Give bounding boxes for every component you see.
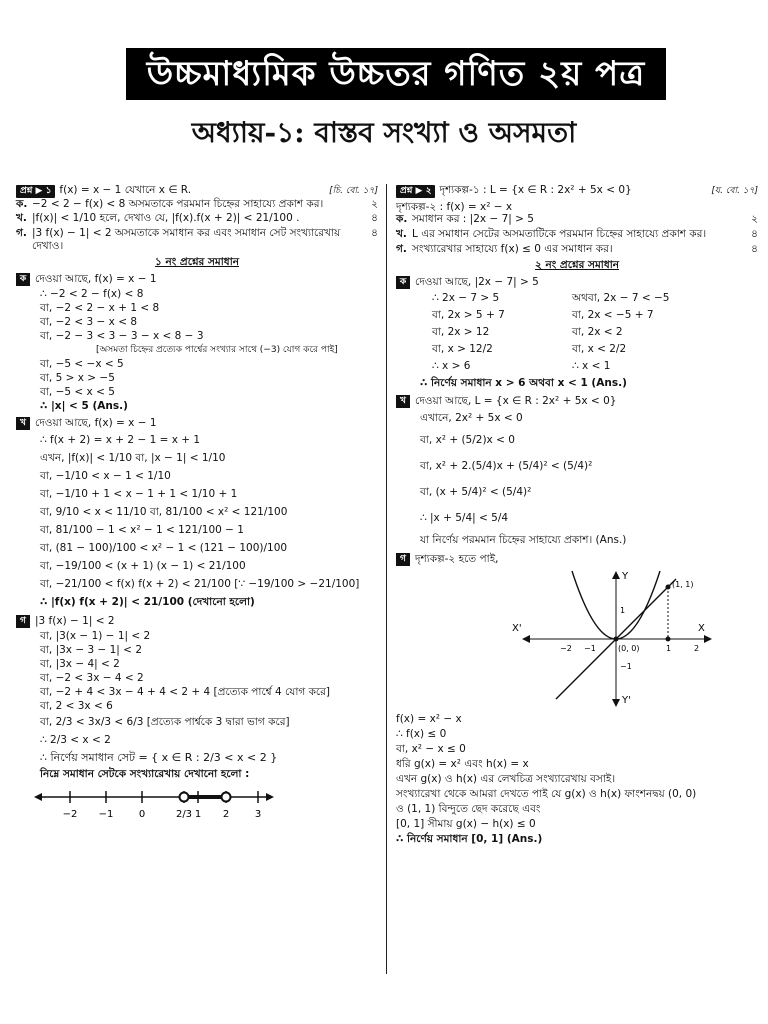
part-marks: ৪ — [751, 227, 758, 240]
left-column — [16, 184, 378, 826]
solution-answer: যা নির্ণেয় পরমমান চিহ্নের সাহায্যে প্রকাশ। (Ans.) — [420, 533, 627, 546]
solution-set: ∴ নির্ণেয় সমাধান সেট = { x ∈ R : 2/3 < x < 2 } — [40, 750, 278, 764]
ka-box: ক — [16, 273, 30, 286]
solution-step: বা, x² + 2.(5/4)x + (5/4)² < (5/4)² — [420, 459, 593, 472]
intersection-point — [666, 584, 671, 589]
solution-step: বা, −2 < 2 − x + 1 < 8 — [40, 301, 160, 314]
q1-part-ka — [16, 198, 378, 211]
solution-step: বা, −2 < 3 − x < 8 — [40, 315, 138, 328]
q1-kha-header — [16, 416, 378, 431]
tick-y: 1 — [620, 605, 626, 615]
part-label: গ. — [16, 226, 27, 239]
solution-step: বা, −5 < −x < 5 — [40, 357, 124, 370]
y-label: Y — [622, 570, 629, 582]
part-label: খ. — [16, 212, 27, 225]
solution-step: f(x) = x² − x — [396, 713, 462, 726]
solution-step: বা, |3x − 3 − 1| < 2 — [40, 643, 142, 656]
part-label: ক. — [16, 197, 28, 210]
kha-first-line: দেওয়া আছে, L = {x ∈ R : 2x² + 5x < 0} — [415, 394, 617, 407]
q2-part-ka — [396, 213, 758, 226]
yp-arrow-icon — [612, 699, 620, 707]
solution-note: [অসমতা চিহ্নের প্রত্যেক পার্শ্বের সংখ্যার সাথে (−3) যোগ করে পাই] — [96, 344, 338, 355]
ka-box: ক — [396, 276, 410, 289]
open-endpoint-right — [222, 792, 231, 801]
part-text: −2 < 2 − f(x) < 8 অসমতাকে পরমমান চিহ্নের সাহায্যে প্রকাশ কর। — [32, 197, 324, 210]
arrow-left-icon — [34, 793, 42, 801]
part-text: |3 f(x) − 1| < 2 অসমতাকে সমাধান কর এবং সমাধান সেট সংখ্যারেখায় দেখাও। — [32, 226, 341, 252]
part-marks: ৪ — [371, 226, 378, 239]
solution-answer: ∴ নির্ণেয় সমাধান x > 6 অথবা x < 1 (Ans.) — [420, 376, 627, 389]
solution-step: এখন g(x) ও h(x) এর লেখচিত্র সংখ্যারেখায় বসাই। — [396, 773, 616, 786]
solution-answer: ∴ নির্ণেয় সমাধান [0, 1] (Ans.) — [396, 833, 543, 846]
yp-label: Y' — [622, 694, 631, 706]
function-graph — [512, 569, 712, 709]
part-text: সমাধান কর : |2x − 7| > 5 — [412, 213, 534, 226]
q2-stem2 — [396, 201, 758, 214]
solution-step: ∴ 2/3 < x < 2 — [40, 733, 111, 746]
point-label: (1, 1) — [672, 579, 694, 589]
q2-part-ga — [396, 243, 758, 256]
q2-tag: প্রশ্ন ▶ ২ — [396, 185, 435, 198]
q2-stem-text: দৃশ্যকল্প-১ : L = {x ∈ R : 2x² + 5x < 0} — [439, 184, 632, 196]
solution-step: বা, 2/3 < 3x/3 < 6/3 [প্রত্যেক পার্শ্বকে 3 দ্বারা ভাগ করে] — [40, 715, 290, 728]
q1-tag: প্রশ্ন ▶ ১ — [16, 185, 55, 198]
solution-step: বা, 9/10 < x < 11/10 বা, 81/100 < x² < 121/100 — [40, 505, 288, 518]
tick-x: −1 — [584, 643, 596, 653]
solution-step: বা, 2 < 3x < 6 — [40, 699, 113, 712]
solution-step: ∴ |x + 5/4| < 5/4 — [420, 511, 509, 524]
ga-first-line: |3 f(x) − 1| < 2 — [35, 614, 115, 627]
q1-part-ga — [16, 227, 378, 252]
solution-step: বা, −2 − 3 < 3 − 3 − x < 8 − 3 — [40, 329, 204, 342]
arrow-right-icon — [266, 793, 274, 801]
q2-kha-header — [396, 394, 758, 409]
solution-step: ধরি g(x) = x² এবং h(x) = x — [396, 758, 529, 771]
q2-stem — [396, 184, 758, 198]
part-label: ক. — [396, 213, 408, 226]
tick-x: −2 — [560, 643, 572, 653]
solution-step: ∴ f(x) ≤ 0 — [396, 728, 447, 741]
x-label: X — [698, 622, 705, 634]
solution-step: এখন, |f(x)| < 1/10 বা, |x − 1| < 1/10 — [40, 451, 226, 464]
xp-label: X' — [512, 622, 522, 634]
q2-ga-header — [396, 552, 758, 567]
case-row: ∴ x > 6 ∴ x < 1 — [432, 359, 611, 372]
q1-solution-title: ১ নং প্রশ্নের সমাধান — [154, 256, 239, 269]
part-label: খ. — [396, 227, 407, 240]
ga-first-line: দৃশ্যকল্প-২ হতে পাই, — [415, 552, 499, 565]
solution-step: সংখ্যারেখা থেকে আমরা দেখতে পাই যে g(x) ও h(x) ফাংশনদ্বয় (0, 0) — [396, 788, 697, 801]
q1-ga-header — [16, 614, 378, 629]
part-text: |f(x)| < 1/10 হলে, দেখাও যে, |f(x).f(x + 2)| < 21/100 . — [32, 212, 300, 225]
solution-answer: ∴ |x| < 5 (Ans.) — [40, 399, 128, 412]
solution-answer: ∴ |f(x) f(x + 2)| < 21/100 (দেখানো হলো) — [40, 595, 255, 608]
q2-stem2-text: দৃশ্যকল্প-২ : f(x) = x² − x — [396, 200, 513, 213]
solution-step: বা, −2 < 3x − 4 < 2 — [40, 671, 144, 684]
part-label: গ. — [396, 242, 407, 255]
number-line-tick-label: 2 — [222, 808, 230, 820]
solution-step: ∴ −2 < 2 − f(x) < 8 — [40, 287, 144, 300]
number-line — [34, 785, 274, 823]
book-title-banner: উচ্চমাধ্যমিক উচ্চতর গণিত ২য় পত্র — [126, 48, 666, 100]
q2-solution-title: ২ নং প্রশ্নের সমাধান — [534, 259, 620, 272]
solution-step: বা, −1/10 + 1 < x − 1 + 1 < 1/10 + 1 — [40, 487, 238, 500]
number-line-tick-label: 3 — [254, 808, 262, 820]
q2-part-kha — [396, 228, 758, 241]
solution-step: বা, −2 + 4 < 3x − 4 + 4 < 2 + 4 [প্রত্যেক পার্শ্বে 4 যোগ করে] — [40, 685, 331, 698]
q2-ka-header — [396, 275, 758, 290]
solution-step: বা, −1/10 < x − 1 < 1/10 — [40, 469, 171, 482]
tick-y: −1 — [620, 661, 632, 671]
case-row: ∴ 2x − 7 > 5 অথবা, 2x − 7 < −5 — [432, 291, 670, 304]
solution-step: বা, (81 − 100)/100 < x² − 1 < (121 − 100)/100 — [40, 541, 288, 554]
ga-box: গ — [396, 553, 410, 566]
solution-step: ও (1, 1) বিন্দুতে ছেদ করেছে এবং — [396, 803, 541, 816]
solution-step: বা, −21/100 < f(x) f(x + 2) < 21/100 [∵ −19/100 > −21/100] — [40, 577, 360, 590]
solution-step: [0, 1] সীমায় g(x) − h(x) ≤ 0 — [396, 818, 536, 831]
solution-step: বা, x² + (5/2)x < 0 — [420, 433, 515, 446]
solution-step: বা, x² − x ≤ 0 — [396, 743, 466, 756]
part-marks: ২ — [371, 197, 378, 210]
solution-step: ∴ f(x + 2) = x + 2 − 1 = x + 1 — [40, 433, 201, 446]
solution-step: বা, 5 > x > −5 — [40, 371, 115, 384]
chapter-title: অধ্যায়-১: বাস্তব সংখ্যা ও অসমতা — [191, 116, 577, 149]
number-line-tick-label: 1 — [194, 808, 202, 820]
x-arrow-icon — [704, 635, 712, 643]
case-row: বা, 2x > 5 + 7 বা, 2x < −5 + 7 — [432, 308, 654, 321]
solution-step: বা, −5 < x < 5 — [40, 385, 115, 398]
q1-part-kha — [16, 212, 378, 225]
ka-first-line: দেওয়া আছে, f(x) = x − 1 — [35, 272, 157, 285]
number-line-tick-label: 2/3 — [175, 808, 193, 820]
part-marks: ২ — [751, 213, 758, 226]
q1-stem — [16, 184, 378, 198]
q1-stem-text: f(x) = x − 1 যেখানে x ∈ R. — [59, 184, 192, 196]
solution-step: বা, (x + 5/4)² < (5/4)² — [420, 485, 532, 498]
q2-source: [য. বো. ১৭] — [711, 186, 758, 196]
origin-label: (0, 0) — [618, 643, 640, 653]
solution-step: এখানে, 2x² + 5x < 0 — [420, 411, 523, 424]
part-text: সংখ্যারেখার সাহায্যে f(x) ≤ 0 এর সমাধান কর। — [412, 242, 613, 255]
solution-step: বা, |3x − 4| < 2 — [40, 657, 120, 670]
part-marks: ৪ — [751, 242, 758, 255]
kha-first-line: দেওয়া আছে, f(x) = x − 1 — [35, 416, 157, 429]
ga-box: গ — [16, 615, 30, 628]
open-endpoint-left — [180, 792, 189, 801]
x-one-point — [666, 636, 671, 641]
kha-box: খ — [396, 395, 410, 408]
number-line-tick-label: −1 — [98, 808, 114, 820]
case-row: বা, x > 12/2 বা, x < 2/2 — [432, 342, 627, 355]
y-arrow-icon — [612, 571, 620, 579]
xp-arrow-icon — [522, 635, 530, 643]
case-row: বা, 2x > 12 বা, 2x < 2 — [432, 325, 623, 338]
right-column — [396, 184, 758, 847]
number-line-caption: নিম্নে সমাধান সেটকে সংখ্যারেখায় দেখানো হলো : — [40, 767, 250, 780]
number-line-tick-label: 0 — [138, 808, 146, 820]
ka-first-line: দেওয়া আছে, |2x − 7| > 5 — [415, 275, 539, 288]
column-divider — [386, 184, 387, 974]
solution-step: বা, |3(x − 1) − 1| < 2 — [40, 629, 151, 642]
q1-source: [চি. বো. ১৭] — [329, 186, 378, 196]
intersection-origin — [614, 636, 619, 641]
part-text: L এর সমাধান সেটের অসমতাটিকে পরমমান চিহ্নের সাহায্যে প্রকাশ কর। — [412, 227, 707, 240]
number-line-tick-label: −2 — [62, 808, 78, 820]
tick-x: 1 — [666, 643, 672, 653]
q1-ka-header — [16, 272, 378, 287]
kha-box: খ — [16, 417, 30, 430]
solution-step: বা, 81/100 − 1 < x² − 1 < 121/100 − 1 — [40, 523, 244, 536]
solution-step: বা, −19/100 < (x + 1) (x − 1) < 21/100 — [40, 559, 246, 572]
part-marks: ৪ — [371, 212, 378, 225]
tick-x: 2 — [694, 643, 700, 653]
